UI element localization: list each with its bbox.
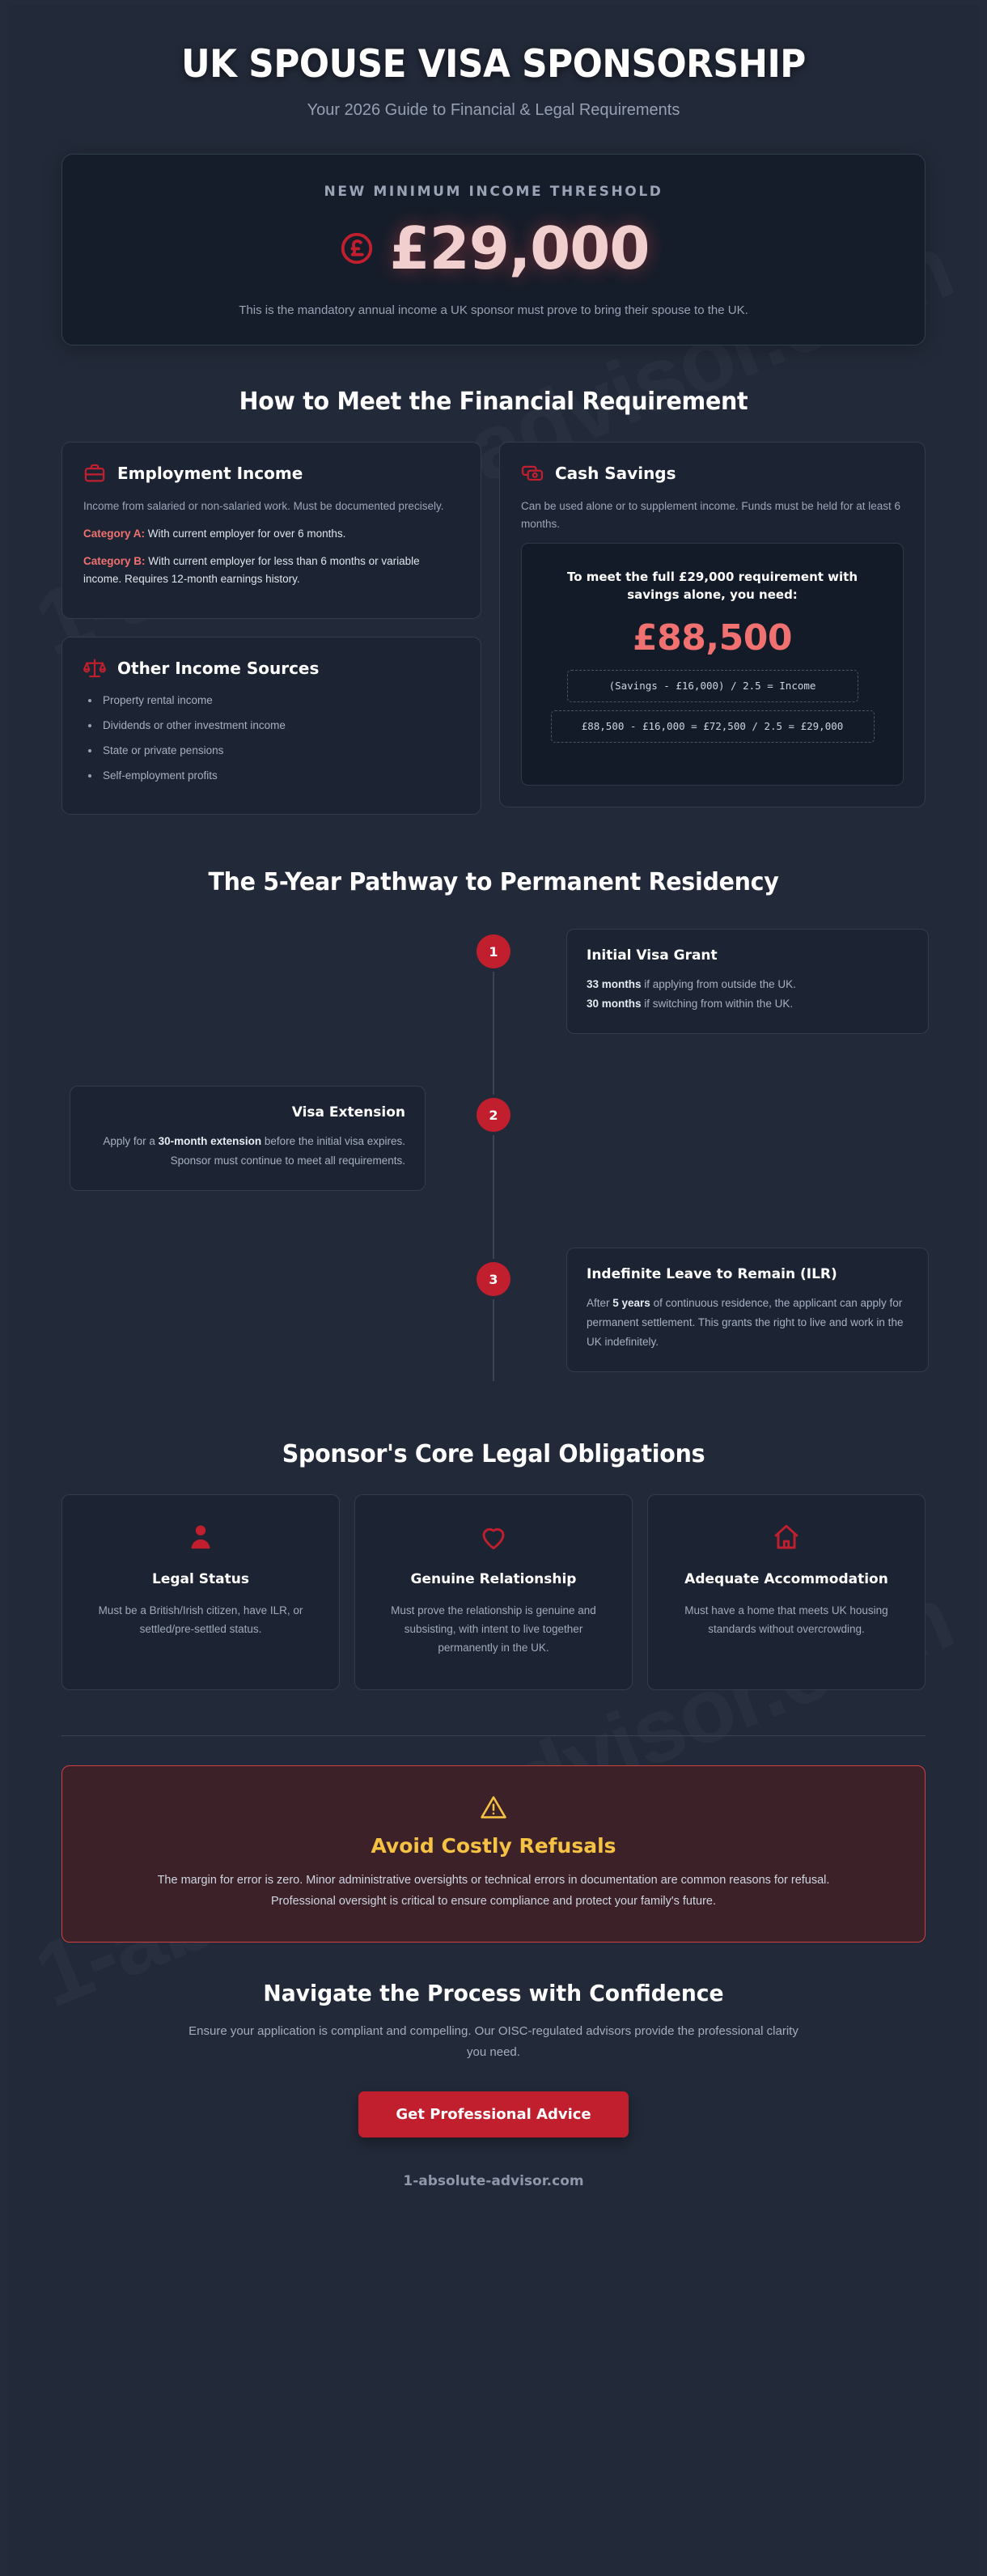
cash-savings-card-title: Cash Savings — [555, 464, 676, 483]
obligation-card-legal-status — [61, 1494, 340, 1690]
obligation-card-2-title: Genuine Relationship — [410, 1571, 577, 1588]
timeline-card-3-pre: After — [587, 1297, 613, 1310]
obligation-card-1-text: Must be a British/Irish citizen, have ILR, or settled/pre-settled status. — [98, 1604, 303, 1635]
pound-circle-icon — [338, 230, 375, 267]
timeline-card-1-rest2: if switching from within the UK. — [641, 998, 794, 1010]
timeline-line — [493, 948, 494, 1381]
warning-triangle-icon — [93, 1794, 894, 1821]
cta-title: Navigate the Process with Confidence — [263, 1980, 724, 2007]
pathway-timeline — [61, 924, 926, 1393]
obligation-card-1-title: Legal Status — [152, 1571, 249, 1588]
warning-box — [61, 1765, 926, 1943]
timeline-card-2-title: Visa Extension — [291, 1104, 405, 1121]
timeline-node-1: 1 — [477, 934, 510, 968]
employment-card-title: Employment Income — [117, 464, 303, 483]
page-subtitle: Your 2026 Guide to Financial & Legal Requirements — [307, 101, 680, 119]
obligation-card-3-text: Must have a home that meets UK housing standards without overcrowding. — [684, 1604, 888, 1635]
timeline-node-3: 3 — [477, 1262, 510, 1296]
category-b-tag: Category B: — [83, 554, 146, 567]
timeline-card-1-line2 — [587, 994, 909, 1014]
infographic-page — [8, 5, 979, 2576]
timeline-card-1-bold1: 33 months — [587, 978, 642, 991]
get-professional-advice-button[interactable]: Get Professional Advice — [358, 2091, 628, 2137]
category-b-text: With current employer for less than 6 months or variable income. Requires 12-month earnings history. — [83, 554, 420, 585]
timeline-card-1-bold2: 30 months — [587, 998, 642, 1010]
obligation-card-genuine-relationship — [354, 1494, 633, 1690]
warning-title: Avoid Costly Refusals — [371, 1834, 616, 1858]
employment-income-card — [61, 442, 481, 619]
banknotes-icon — [521, 462, 544, 485]
section-divider — [61, 1735, 926, 1736]
timeline-card-1 — [566, 929, 929, 1034]
category-a-text: With current employer for over 6 months. — [145, 527, 346, 540]
timeline-card-3-bold: 5 years — [612, 1297, 650, 1310]
other-income-card — [61, 637, 481, 815]
savings-formula-worked: £88,500 - £16,000 = £72,500 / 2.5 = £29,000 — [551, 710, 875, 743]
section-title-pathway: The 5-Year Pathway to Permanent Residency — [208, 868, 779, 897]
employment-intro: Income from salaried or non-salaried work. Must be documented precisely. — [83, 500, 444, 512]
finance-left-column — [61, 442, 481, 815]
obligation-card-adequate-accommodation — [647, 1494, 926, 1690]
threshold-label: NEW MINIMUM INCOME THRESHOLD — [324, 184, 663, 200]
threshold-card — [61, 154, 926, 345]
cash-savings-intro: Can be used alone or to supplement income. Funds must be held for at least 6 months. — [521, 500, 901, 530]
finance-grid — [61, 442, 926, 815]
category-b-line — [83, 553, 460, 588]
timeline-card-2-line1 — [90, 1132, 405, 1151]
timeline-card-2-bold: 30-month extension — [158, 1135, 262, 1148]
timeline-card-2 — [70, 1086, 426, 1191]
other-income-card-header — [83, 657, 460, 680]
house-icon — [666, 1523, 907, 1552]
timeline-card-1-line1 — [587, 975, 909, 994]
cash-savings-card-header — [521, 462, 904, 485]
savings-calculation-box — [521, 543, 904, 786]
timeline-card-3-title: Indefinite Leave to Remain (ILR) — [587, 1266, 837, 1283]
timeline-card-3 — [566, 1248, 929, 1372]
heart-icon — [373, 1523, 614, 1552]
cash-savings-card — [499, 442, 926, 807]
page-title: UK SPOUSE VISA SPONSORSHIP — [181, 42, 806, 87]
timeline-card-1-rest1: if applying from outside the UK. — [641, 978, 796, 991]
scales-icon — [83, 657, 106, 680]
threshold-note: This is the mandatory annual income a UK sponsor must prove to bring their spouse to the UK. — [239, 303, 748, 317]
savings-formula-generic: (Savings - £16,000) / 2.5 = Income — [567, 670, 858, 702]
obligation-card-3-title: Adequate Accommodation — [684, 1571, 888, 1588]
timeline-card-2-pre: Apply for a — [103, 1135, 159, 1148]
list-item: State or private pensions — [83, 743, 460, 760]
category-a-tag: Category A: — [83, 527, 146, 540]
timeline-card-3-rest: of continuous residence, the applicant can apply for permanent settlement. This grants the right to live and work in the UK indefinitely. — [587, 1297, 904, 1349]
cta-button-wrapper — [61, 2091, 926, 2137]
other-income-list — [83, 693, 460, 785]
employment-card-header — [83, 462, 460, 485]
threshold-amount: £29,000 — [389, 214, 650, 282]
warning-text: The margin for error is zero. Minor administrative oversights or technical errors in documentation are common reasons for refusal. Professional oversight is critical to ensure compliance and protect your family's future. — [157, 1874, 830, 1909]
timeline-node-2: 2 — [477, 1098, 510, 1132]
savings-amount: £88,500 — [633, 616, 792, 659]
briefcase-icon — [83, 462, 106, 485]
threshold-row — [87, 214, 900, 282]
section-title-finance: How to Meet the Financial Requirement — [239, 388, 748, 416]
list-item: Self-employment profits — [83, 768, 460, 785]
obligation-card-2-text: Must prove the relationship is genuine and subsisting, with intent to live together permanently in the UK. — [391, 1604, 596, 1654]
person-icon — [80, 1523, 321, 1552]
footer-domain: 1-absolute-advisor.com — [403, 2172, 584, 2189]
timeline-card-2-line2: Sponsor must continue to meet all requirements. — [170, 1155, 405, 1167]
list-item: Property rental income — [83, 693, 460, 710]
other-income-card-title: Other Income Sources — [117, 659, 320, 679]
timeline-card-2-rest: before the initial visa expires. — [261, 1135, 405, 1148]
cta-subtitle: Ensure your application is compliant and compelling. Our OISC-regulated advisors provide the professional clarity you need. — [189, 2024, 798, 2060]
obligations-grid — [61, 1494, 926, 1690]
section-title-obligations: Sponsor's Core Legal Obligations — [282, 1440, 705, 1469]
timeline-card-3-line1 — [587, 1294, 909, 1352]
list-item: Dividends or other investment income — [83, 718, 460, 735]
category-a-line — [83, 525, 460, 543]
savings-lead-text: To meet the full £29,000 requirement with savings alone, you need: — [566, 569, 858, 603]
timeline-card-1-title: Initial Visa Grant — [587, 947, 718, 964]
finance-right-column — [499, 442, 926, 807]
